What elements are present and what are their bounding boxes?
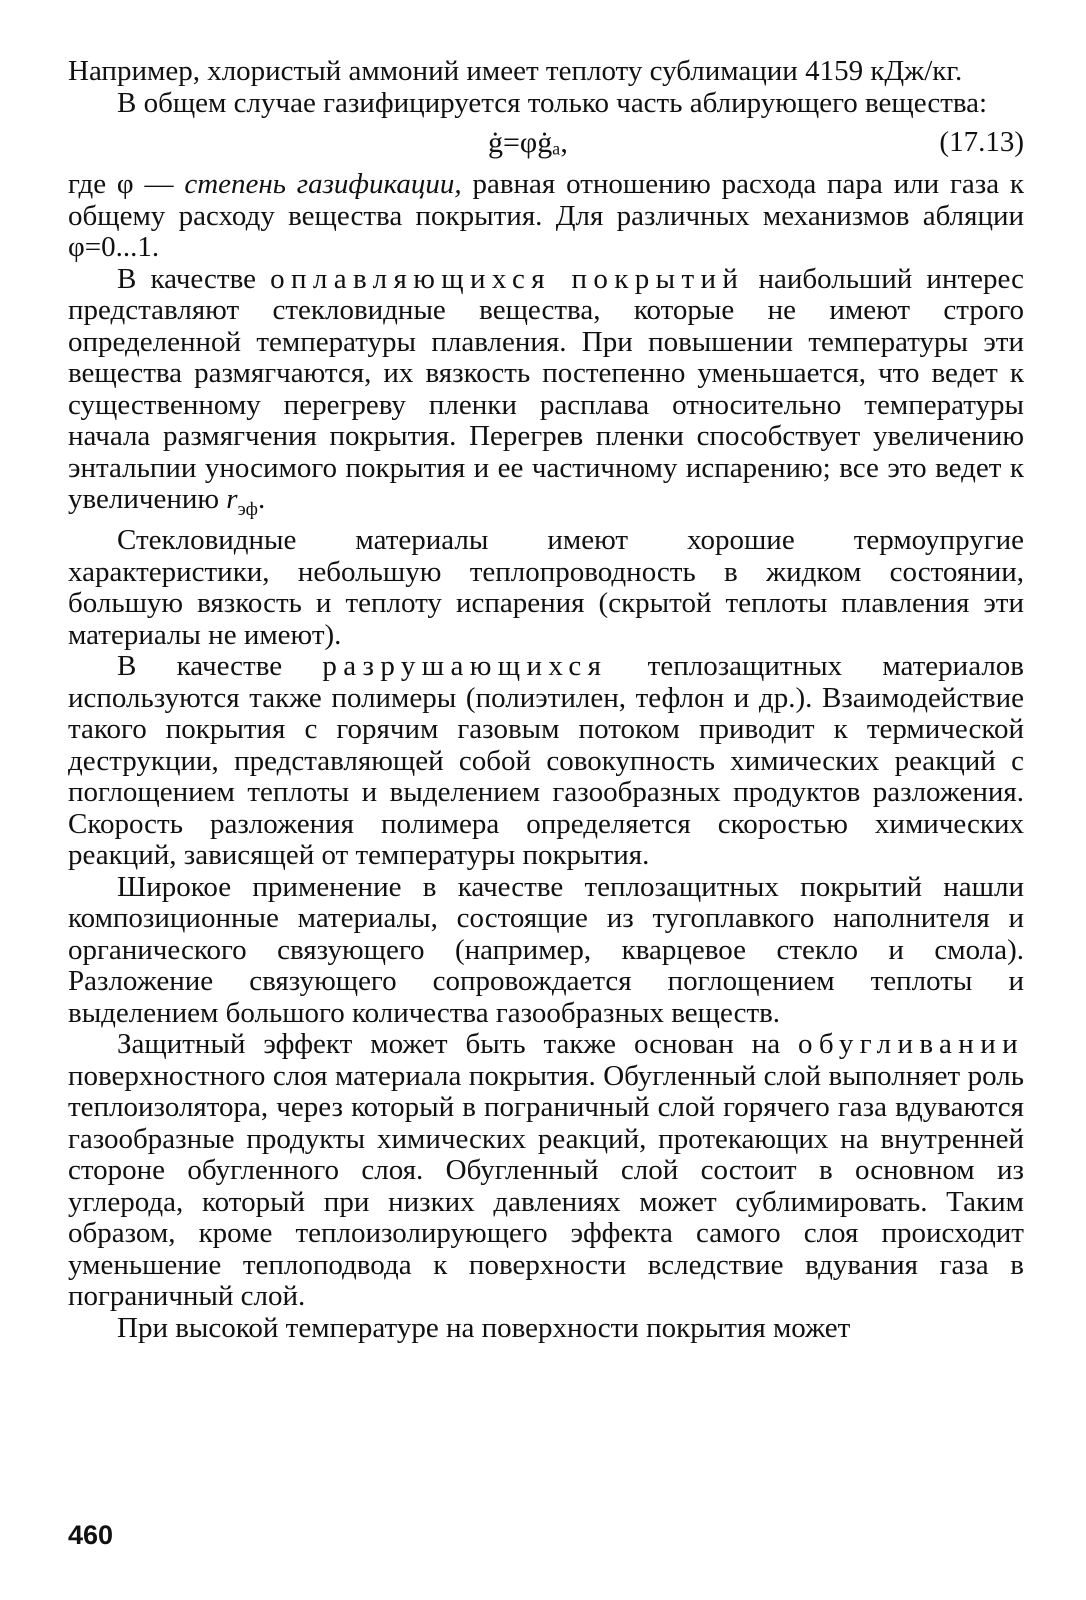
page-number: 460	[68, 1520, 114, 1550]
symbol-subscript: эф	[237, 498, 258, 520]
paragraph-composite-materials: Широкое применение в качестве теплозащитных покрытий нашли композиционные материалы, состоящие из тугоплавкого наполнителя и органического связующего (например, кварцевое стекло и смола). Разложение связующего сопровождается поглощением теплоты и выделением большого количества газообразных веществ.	[68, 870, 1024, 1029]
text-run: поверхностного слоя материала покрытия. Обугленный слой выполняет роль теплоизолятора, через который в пограничный слой горячего газа вдуваются газообразные продукты химических реакций, протекающих на внутренней стороне обугленного слоя. Обугленный слой состоит в основном из углерода, который при низких давлениях может сублимировать. Таким образом, кроме теплоизолирующего эффекта самого слоя происходит уменьшение теплоподвода к поверхности вследствие вдувания газа в пограничный слой.	[68, 1059, 1024, 1313]
equation-number: (17.13)	[939, 126, 1024, 158]
equation-17-13	[68, 121, 1024, 165]
text-run: равная отношению расхода пара или газа к общему расходу вещества покрытия. Для различных механизмов абляции φ=0...1.	[68, 168, 1024, 263]
text-run: .	[257, 483, 266, 515]
text-run: В качестве	[117, 650, 323, 683]
text-run: наибольший интерес представляют стекловидные вещества, которые не имеют строго определенной температуры плавления. При повышении температуры эти вещества размягчаются, их вязкость постепенно уменьшается, что ведет к существенному перегреву пленки расплава относительно температуры начала размягчения покрытия. Перегрев пленки способствует увеличению энтальпии уносимого покрытия и ее частичному испарению; все это ведет к увеличению	[68, 262, 1024, 515]
paragraph-gasification-intro: В общем случае газифицируется только часть аблирующего вещества:	[117, 86, 988, 119]
symbol-r: r	[226, 483, 238, 515]
body-text	[68, 56, 1024, 1344]
text-run: теплозащитных материалов используются также полимеры (полиэтилен, тефлон и др.). Взаимодействие такого покрытия с горячим газовым потоком приводит к термической деструкции, представляющей собой совокупность химических реакций с поглощением теплоты и выделением газообразных продуктов разложения. Скорость разложения полимера определяется скоростью химических реакций, зависящей от температуры покрытия.	[68, 650, 1024, 872]
spaced-term: оплавляющихся покрытий	[270, 262, 745, 295]
spaced-term: разрушающихся	[322, 650, 608, 683]
paragraph-gasification-degree	[68, 169, 1024, 264]
text-run: где φ —	[68, 168, 185, 200]
paragraph-high-temperature: При высокой температуре на поверхности покрытия может	[117, 1311, 851, 1344]
text-run: Защитный эффект может быть также основан на	[117, 1028, 799, 1061]
paragraph-charring	[68, 1029, 1024, 1313]
spaced-term: обугливании	[798, 1028, 1024, 1061]
equation-expression: ġ=φġₐ,	[488, 126, 568, 159]
paragraph-destructing-materials	[68, 651, 1024, 872]
paragraph-ammonium: Например, хлористый аммоний имеет теплоту сублимации 4159 кДж/кг.	[68, 55, 963, 87]
text-run: В качестве	[117, 262, 271, 295]
paragraph-melting-coatings	[68, 264, 1024, 526]
italic-term: степень газификации,	[184, 168, 462, 200]
paragraph-glassy-materials: Стекловидные материалы имеют хорошие термоупругие характеристики, небольшую теплопроводность в жидком состоянии, большую вязкость и теплоту испарения (скрытой теплоты плавления эти материалы не имеют).	[68, 524, 1024, 651]
